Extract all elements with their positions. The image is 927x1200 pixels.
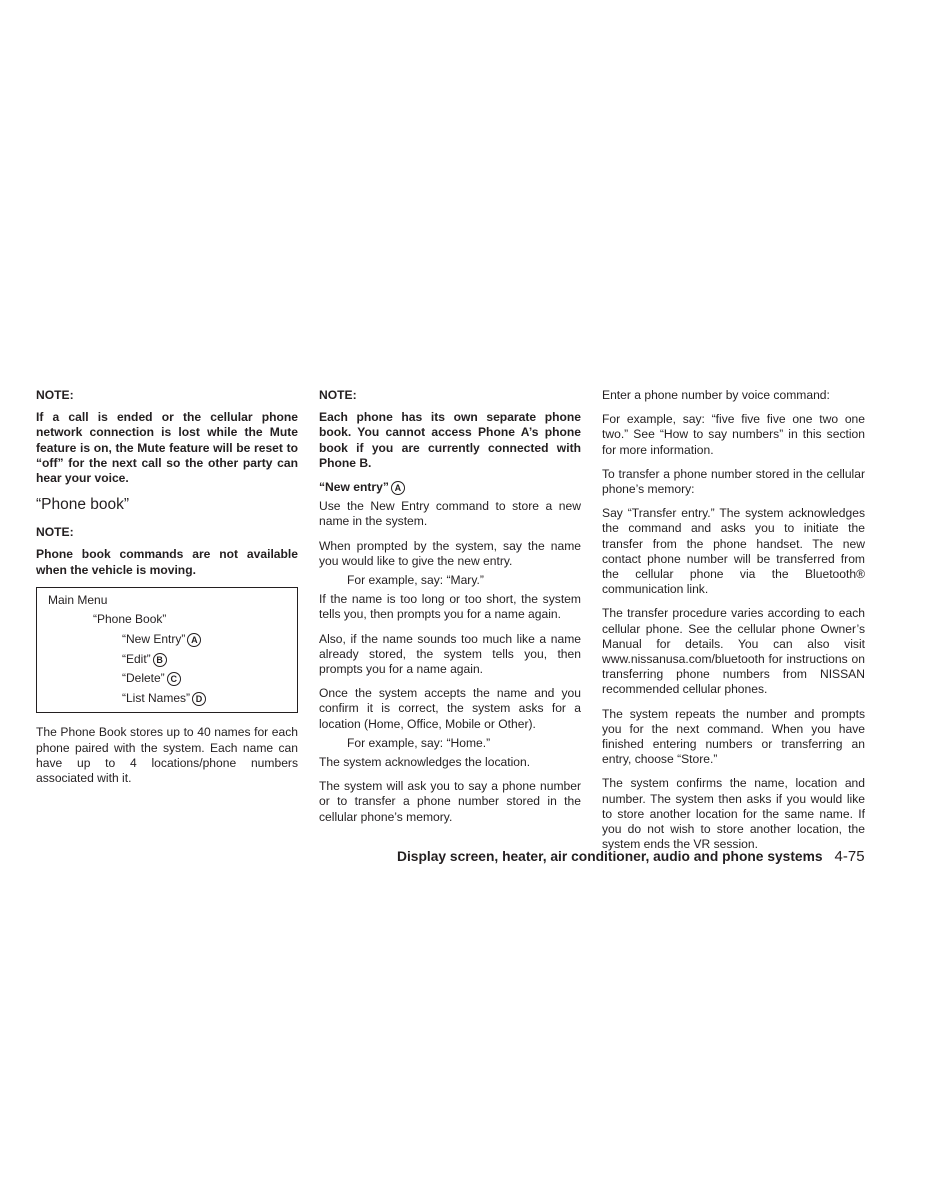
right-column xyxy=(602,388,865,861)
page-footer xyxy=(397,848,867,865)
body-paragraph: Use the New Entry command to store a new name in the system. xyxy=(319,499,581,529)
menu-new-entry-label: “New Entry” xyxy=(122,632,186,647)
menu-phone-book: “Phone Book” xyxy=(93,612,167,627)
body-paragraph: Say “Transfer entry.” The system acknowledges the command and asks you to initiate the transfer from the phone handset. The new contact phone number will be transferred from the cellular phone via the Bluetooth® communication link. xyxy=(602,506,865,597)
note-heading: NOTE: xyxy=(36,388,74,402)
menu-edit xyxy=(48,650,287,670)
example-line: For example, say: “Home.” xyxy=(347,735,491,750)
menu-delete-label: “Delete” xyxy=(122,671,165,686)
note-text: If a call is ended or the cellular phone network connection is lost while the Mute feature is on, the Mute feature will be reset to “off” for the next call so the other party can hear your voice. xyxy=(36,410,298,486)
note-heading: NOTE: xyxy=(36,525,74,540)
middle-column xyxy=(319,388,581,834)
left-column xyxy=(36,388,298,795)
body-paragraph: The system acknowledges the location. xyxy=(319,755,531,770)
marker-b-icon: B xyxy=(153,653,167,667)
body-paragraph: The system repeats the number and prompts you for the next command. When you have finished entering numbers or transferring an entry, choose “Store.” xyxy=(602,706,865,767)
menu-list-names-label: “List Names” xyxy=(122,690,191,705)
body-paragraph: When prompted by the system, say the name you would like to give the new entry. xyxy=(319,538,581,568)
example-line: For example, say: “Mary.” xyxy=(347,573,484,588)
new-entry-heading-label: “New entry” xyxy=(319,480,389,495)
body-paragraph: To transfer a phone number stored in the cellular phone’s memory: xyxy=(602,466,865,497)
marker-d-icon: D xyxy=(192,692,206,706)
body-paragraph: For example, say: “five five five one two one two.” See “How to say numbers” in this section for more information. xyxy=(602,412,865,457)
marker-a-icon: A xyxy=(391,481,405,495)
footer-title: Display screen, heater, air conditioner, audio and phone systems xyxy=(397,849,823,864)
note-heading: NOTE: xyxy=(319,388,357,402)
body-paragraph: The system confirms the name, location and number. The system then asks if you would like to store another location for the same name. If you do not wish to store another location, the system ends the VR session. xyxy=(602,776,865,852)
body-paragraph: The transfer procedure varies according to each cellular phone. See the cellular phone Owner’s Manual for details. You can also visit www.nissanusa.com/bluetooth for instructions on transferring phone numbers from NISSAN recommended cellular phones. xyxy=(602,606,865,697)
menu-edit-label: “Edit” xyxy=(122,651,151,666)
new-entry-heading xyxy=(319,480,581,495)
menu-delete xyxy=(48,669,287,689)
menu-main: Main Menu xyxy=(48,592,108,607)
menu-diagram xyxy=(36,587,298,714)
marker-a-icon: A xyxy=(187,633,201,647)
section-title: “Phone book” xyxy=(36,496,130,514)
marker-c-icon: C xyxy=(167,672,181,686)
body-paragraph: The Phone Book stores up to 40 names for each phone paired with the system. Each name can have up to 4 locations/phone numbers associated with it. xyxy=(36,725,298,785)
menu-new-entry xyxy=(48,630,287,650)
note-text: Phone book commands are not available when the vehicle is moving. xyxy=(36,547,298,577)
menu-list-names xyxy=(48,689,287,709)
body-paragraph: Also, if the name sounds too much like a name already stored, the system tells you, then prompts you for a name again. xyxy=(319,631,581,677)
note-text: Each phone has its own separate phone book. You cannot access Phone A’s phone book if you are currently connected with Phone B. xyxy=(319,410,581,470)
body-paragraph: The system will ask you to say a phone number or to transfer a phone number stored in the cellular phone’s memory. xyxy=(319,779,581,824)
page-number: 4-75 xyxy=(834,848,865,865)
body-paragraph: Enter a phone number by voice command: xyxy=(602,388,830,402)
body-paragraph: Once the system accepts the name and you confirm it is correct, the system asks for a location (Home, Office, Mobile or Other). xyxy=(319,686,581,731)
body-paragraph: If the name is too long or too short, the system tells you, then prompts you for a name again. xyxy=(319,592,581,622)
